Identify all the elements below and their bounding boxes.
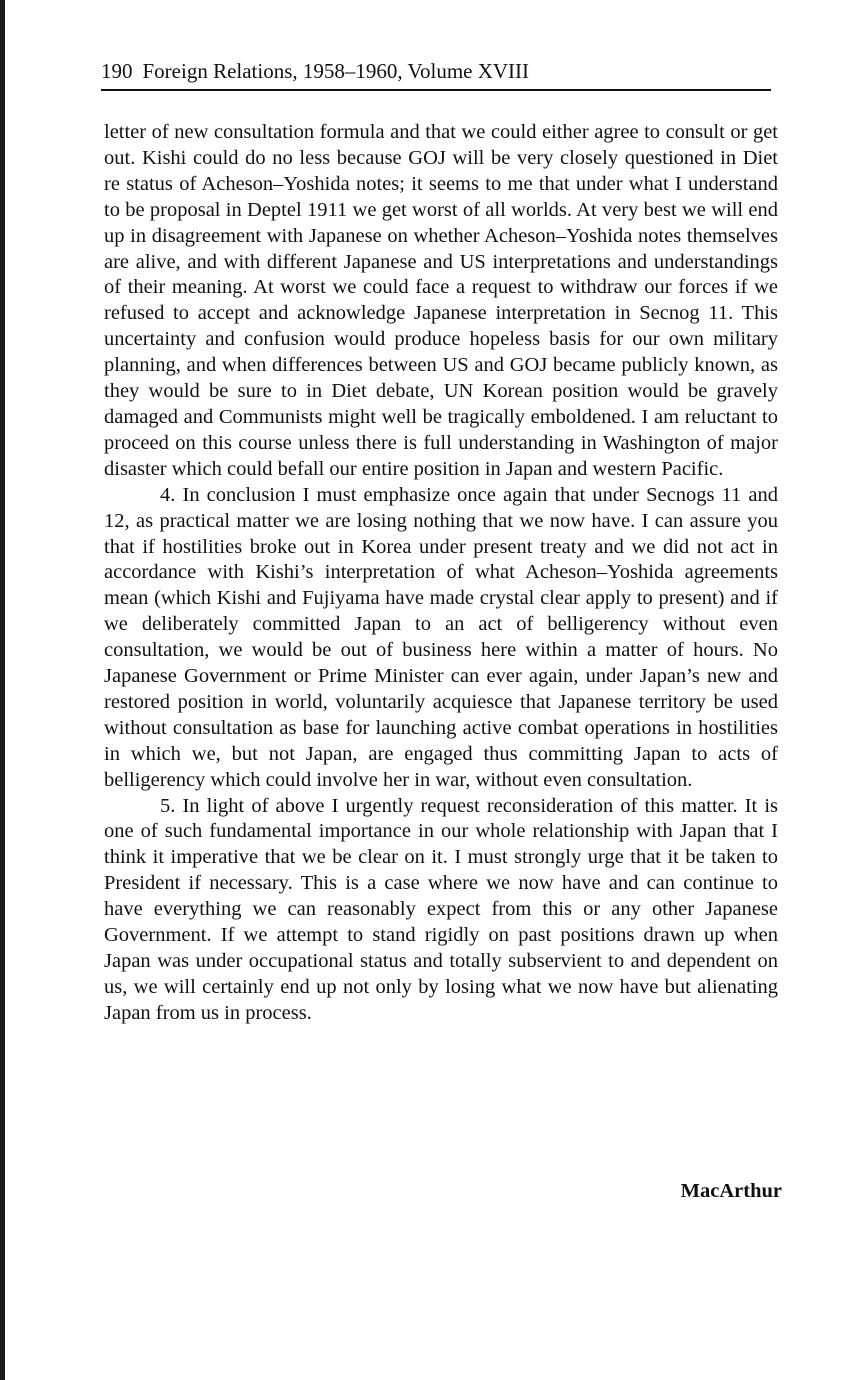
scan-page-edge xyxy=(0,0,5,1380)
paragraph-4: 4. In conclusion I must emphasize once again that under Secnogs 11 and 12, as practical matter we are losing nothing that we now have. I can assure you that if hostilities broke out in Korea under present treaty and we did not act in accordance with Kishi’s interpretation of what Acheson–Yoshida agreements mean (which Kishi and Fujiyama have made crystal clear apply to present) and if we deliberately committed Japan to an act of belligerency without even consultation, we would be out of business here within a matter of hours. No Japanese Government or Prime Minister can ever again, under Japan’s new and restored position in world, voluntarily acquiesce that Japanese territory be used without consultation as base for launching active combat operations in hostilities in which we, but not Japan, are engaged thus committing Japan to acts of belligerency which could involve her in war, without even consultation. xyxy=(104,483,778,791)
page-number: 190 xyxy=(101,59,133,83)
signature: MacArthur xyxy=(680,1180,782,1202)
running-title: Foreign Relations, 1958–1960, Volume XVIII xyxy=(142,59,530,83)
document-body xyxy=(104,120,778,1027)
running-header xyxy=(101,57,771,91)
paragraph-continued: letter of new consultation formula and that we could either agree to consult or get out. Kishi could do no less because GOJ will be very closely questioned in Diet re status of Acheson–Yoshida notes; it seems to me that under what I understand to be proposal in Deptel 1911 we get worst of all worlds. At very best we will end up in disagreement with Japanese on whether Acheson–Yoshida notes themselves are alive, and with different Japanese and US interpretations and understandings of their meaning. At worst we could face a request to withdraw our forces if we refused to accept and acknowledge Japanese interpretation in Secnog 11. This uncertainty and confusion would produce hopeless basis for our own military planning, and when differences between US and GOJ became publicly known, as they would be sure to in Diet debate, UN Korean position would be gravely damaged and Communists might well be tragically emboldened. I am reluctant to proceed on this course unless there is full understanding in Washington of major disaster which could befall our entire position in Japan and western Pacific. xyxy=(104,121,778,480)
paragraph-5: 5. In light of above I urgently request reconsideration of this matter. It is one of such fundamental importance in our whole relationship with Japan that I think it imperative that we be clear on it. I must strongly urge that it be taken to President if necessary. This is a case where we now have and can continue to have everything we can reasonably expect from this or any other Japanese Government. If we attempt to stand rigidly on past positions drawn up when Japan was under occupational status and totally subservient to and dependent on us, we will certainly end up not only by losing what we now have but alienating Japan from us in process. xyxy=(104,794,778,1024)
